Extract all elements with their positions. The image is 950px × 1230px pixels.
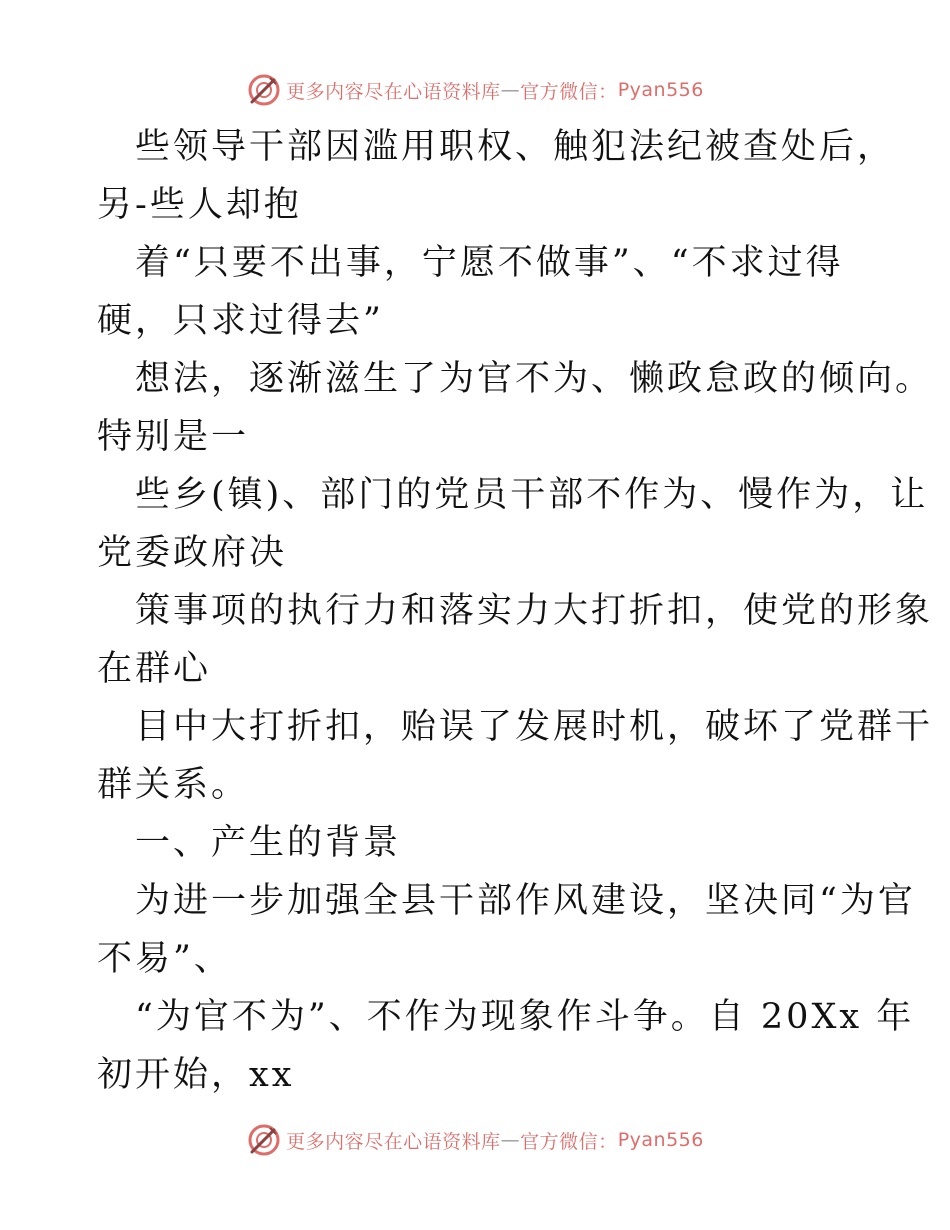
text-line: 些领导干部因滥用职权、触犯法纪被查处后， bbox=[135, 127, 896, 167]
text-line: 硬，只求过得去” bbox=[97, 301, 384, 341]
text-line: 党委政府决 bbox=[97, 533, 288, 573]
section-heading: 一、产生的背景 bbox=[135, 823, 402, 863]
text-line: 些乡(镇)、部门的党员干部不作为、慢作为，让 bbox=[135, 475, 929, 515]
text-line: “为官不为”、不作为现象作斗争。自 20Xx 年 bbox=[135, 997, 915, 1037]
watermark-label: 官方微信： bbox=[520, 1130, 618, 1153]
text-line: 不易”、 bbox=[97, 939, 232, 979]
text-line: 另-些人却抱 bbox=[97, 185, 302, 225]
text-line: 着“只要不出事，宁愿不做事”、“不求过得 bbox=[135, 243, 844, 283]
text-line: 策事项的执行力和落实力大打折扣，使党的形象 bbox=[135, 591, 934, 631]
watermark-label: 官方微信： bbox=[520, 80, 618, 103]
watermark-separator: — bbox=[500, 1129, 521, 1151]
text-line: 初开始，xx bbox=[97, 1055, 295, 1095]
brand-logo-icon bbox=[246, 72, 282, 108]
text-line: 目中大打折扣，贻误了发展时机，破坏了党群干 bbox=[135, 707, 934, 747]
brand-logo-icon bbox=[246, 1122, 282, 1158]
watermark-brand: 更多内容尽在心语资料库 bbox=[286, 1130, 501, 1153]
watermark-id: Pyan556 bbox=[617, 79, 704, 101]
text-line: 想法，逐渐滋生了为官不为、懒政怠政的倾向。 bbox=[135, 359, 934, 399]
text-line: 特别是一 bbox=[97, 417, 250, 457]
document-body bbox=[97, 118, 934, 1104]
watermark-separator: — bbox=[500, 79, 521, 101]
watermark-brand: 更多内容尽在心语资料库 bbox=[286, 80, 501, 103]
text-line: 在群心 bbox=[97, 649, 212, 689]
watermark-footer bbox=[0, 1120, 950, 1160]
text-line: 为进一步加强全县干部作风建设，坚决同“为官 bbox=[135, 881, 916, 921]
watermark-header bbox=[0, 70, 950, 110]
text-line: 群关系。 bbox=[97, 765, 250, 805]
watermark-id: Pyan556 bbox=[617, 1129, 704, 1151]
